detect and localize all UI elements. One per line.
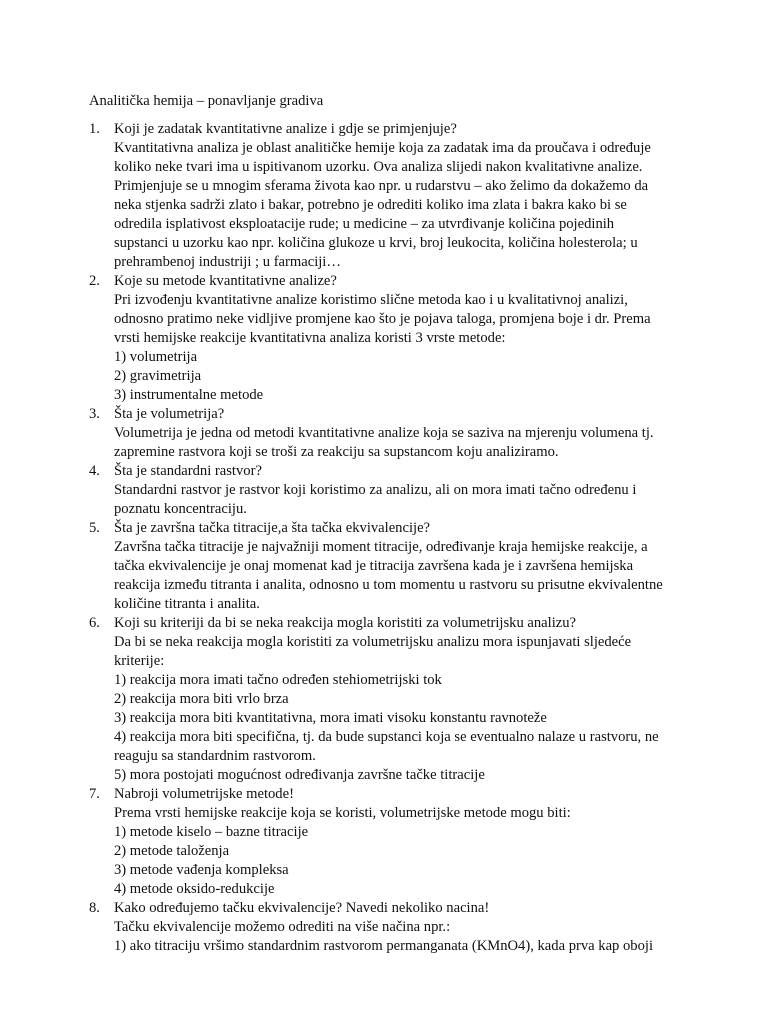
question-number: 3.	[89, 406, 100, 422]
answer-line: 2) reakcija mora biti vrlo brza	[114, 691, 289, 707]
answer-line: 3) metode vađenja kompleksa	[114, 862, 289, 878]
question-item	[89, 272, 689, 405]
question-text: Koji je zadatak kvantitativne analize i gdje se primjenjuje?	[114, 121, 457, 137]
question-number: 7.	[89, 786, 100, 802]
answer-line: 3) instrumentalne metode	[114, 387, 264, 403]
question-text: Kako određujemo tačku ekvivalencije? Navedi nekoliko nacina!	[114, 900, 490, 916]
question-item	[89, 120, 689, 272]
answer-line: odredila isplativost eksploatacije rude; u medicine – za utvrđivanje količina pojedinih	[114, 216, 615, 232]
question-item	[89, 785, 689, 899]
question-text: Nabroji volumetrijske metode!	[114, 786, 294, 802]
answer-line: 1) reakcija mora imati tačno određen stehiometrijski tok	[114, 672, 442, 688]
answer-line: reaguju sa standardnim rastvorom.	[114, 748, 316, 764]
answer-line: Standardni rastvor je rastvor koji koristimo za analizu, ali on mora imati tačno određenu i	[114, 482, 637, 498]
question-text: Šta je standardni rastvor?	[114, 463, 262, 479]
answer-line: 3) reakcija mora biti kvantitativna, mora imati visoku konstantu ravnoteže	[114, 710, 547, 726]
answer-line: odnosno pratimo neke vidljive promjene kao što je pojava taloga, promjena boje i dr. Prema	[114, 311, 651, 327]
answer-line: Pri izvođenju kvantitativne analize koristimo slične metoda kao i u kvalitativnoj analizi,	[114, 292, 628, 308]
answer-line: 1) ako titraciju vršimo standardnim rastvorom permanganata (KMnO4), kada prva kap oboji	[114, 938, 654, 954]
question-item	[89, 519, 689, 614]
answer-line: Prema vrsti hemijske reakcije koja se koristi, volumetrijske metode mogu biti:	[114, 805, 571, 821]
answer-line: 5) mora postojati mogućnost određivanja završne tačke titracije	[114, 767, 485, 783]
page-title: Analitička hemija – ponavljanje gradiva	[89, 93, 324, 109]
answer-line: koliko neke tvari ima u ispitivanom uzorku. Ova analiza slijedi nakon kvalitativne analize.	[114, 159, 643, 175]
question-item	[89, 899, 689, 956]
answer-line: 1) volumetrija	[114, 349, 198, 365]
question-text: Šta je volumetrija?	[114, 406, 225, 422]
question-number: 2.	[89, 273, 100, 289]
question-list	[89, 120, 689, 956]
question-item	[89, 614, 689, 785]
question-number: 8.	[89, 900, 100, 916]
question-item	[89, 462, 689, 519]
answer-line: Primjenjuje se u mnogim sferama života kao npr. u rudarstvu – ako želimo da dokažemo da	[114, 178, 649, 194]
answer-line: tačka ekvivalencije je onaj momenat kad je titracija završena kada je i završena hemijska	[114, 558, 634, 574]
answer-line: reakcija između titranta i analita, odnosno u tom momentu u rastvoru su prisutne ekvivalentne	[114, 577, 663, 593]
question-number: 1.	[89, 121, 100, 137]
question-number: 5.	[89, 520, 100, 536]
question-item	[89, 405, 689, 462]
answer-line: količine titranta i analita.	[114, 596, 260, 612]
question-number: 4.	[89, 463, 100, 479]
answer-line: prehrambenoj industriji ; u farmaciji…	[114, 254, 341, 270]
answer-line: 2) metode taloženja	[114, 843, 230, 859]
answer-line: Da bi se neka reakcija mogla koristiti za volumetrijsku analizu mora ispunjavati sljedeće	[114, 634, 632, 650]
question-text: Šta je završna tačka titracije,a šta tačka ekvivalencije?	[114, 520, 431, 536]
question-text: Koji su kriteriji da bi se neka reakcija mogla koristiti za volumetrijsku analizu?	[114, 615, 576, 631]
answer-line: Tačku ekvivalencije možemo odrediti na više načina npr.:	[114, 919, 451, 935]
answer-line: 2) gravimetrija	[114, 368, 202, 384]
answer-line: Volumetrija je jedna od metodi kvantitativne analize koja se saziva na mjerenju volumena tj.	[114, 425, 654, 441]
answer-line: 4) metode oksido-redukcije	[114, 881, 275, 897]
answer-line: 1) metode kiselo – bazne titracije	[114, 824, 309, 840]
question-number: 6.	[89, 615, 100, 631]
question-text: Koje su metode kvantitativne analize?	[114, 273, 337, 289]
answer-line: kriterije:	[114, 653, 165, 669]
answer-line: Kvantitativna analiza je oblast analitičke hemije koja za zadatak ima da proučava i određuje	[114, 140, 651, 156]
answer-line: poznatu koncentraciju.	[114, 501, 247, 517]
answer-line: Završna tačka titracije je najvažniji moment titracije, određivanje kraja hemijske reakcije, a	[114, 539, 648, 555]
answer-line: zapremine rastvora koji se troši za reakciju sa supstancom koju analiziramo.	[114, 444, 559, 460]
answer-line: vrsti hemijske reakcije kvantitativna analiza koristi 3 vrste metode:	[114, 330, 506, 346]
answer-line: 4) reakcija mora biti specifična, tj. da bude supstanci koja se eventualno nalaze u rastvoru, ne	[114, 729, 659, 745]
answer-line: neka stjenka sadrži zlato i bakar, potrebno je odrediti koliko ima zlata i bakra kako bi se	[114, 197, 627, 213]
answer-line: supstanci u uzorku kao npr. količina glukoze u krvi, broj leukocita, količina holesterola; u	[114, 235, 638, 251]
